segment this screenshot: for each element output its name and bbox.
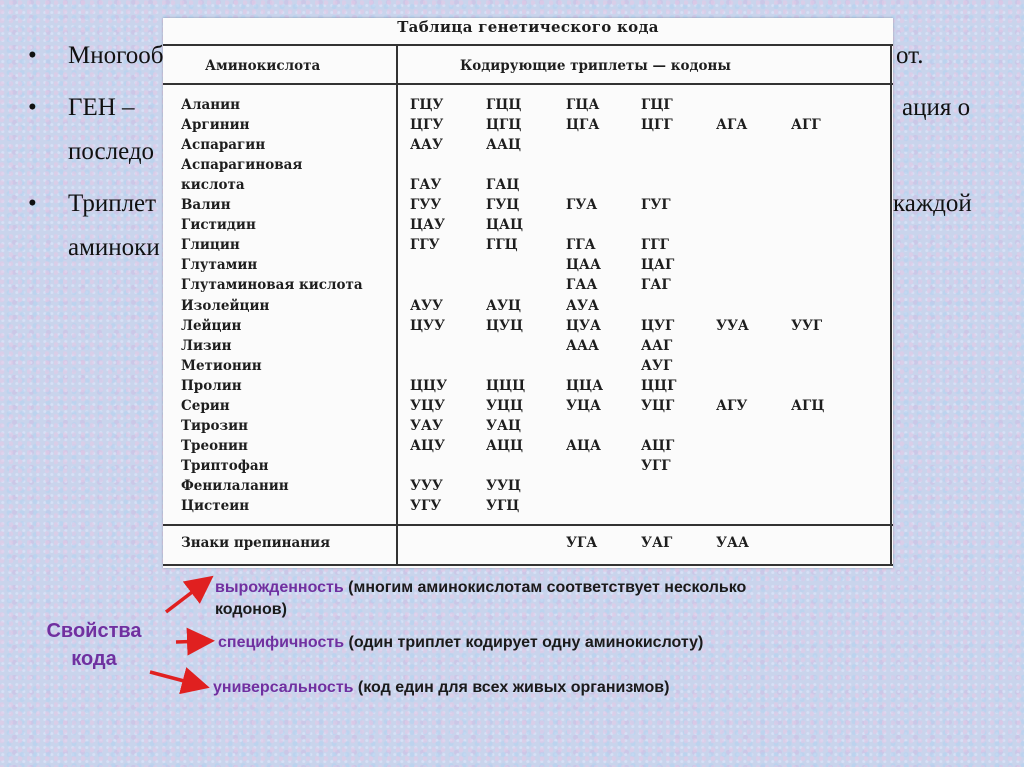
amino-acid-name: Глутамин: [181, 257, 258, 274]
codon: АГУ: [716, 397, 748, 414]
codon: ААЦ: [486, 137, 522, 154]
codon: УЦГ: [641, 397, 675, 414]
amino-acid-name: Валин: [181, 197, 231, 214]
amino-acid-name: Глицин: [181, 237, 240, 254]
codon: АГЦ: [791, 397, 825, 414]
codon: ЦГЦ: [486, 117, 522, 134]
amino-acid-name: Глутаминовая кислота: [181, 277, 363, 294]
codon: АЦУ: [410, 437, 445, 454]
genetic-code-table: [163, 18, 893, 568]
amino-acid-name: Лейцин: [181, 317, 242, 334]
codon: ААУ: [410, 137, 443, 154]
codon: УУА: [716, 317, 749, 334]
codon: АУА: [566, 297, 599, 314]
codon: ЦГА: [566, 117, 600, 134]
table-row: [163, 97, 893, 117]
codon: АУЦ: [486, 297, 521, 314]
table-row: [163, 458, 893, 478]
table-header-rule: [163, 83, 893, 85]
table-row: [163, 197, 893, 217]
codon: ГГГ: [641, 237, 669, 254]
table-row: [163, 257, 893, 277]
property-specificity: [218, 632, 918, 654]
codon: УУУ: [410, 477, 443, 494]
codon: УЦЦ: [486, 397, 524, 414]
table-row: [163, 217, 893, 237]
codon: ГАУ: [410, 177, 442, 194]
table-title: Таблица генетического кода: [397, 18, 659, 36]
amino-acid-name: Серин: [181, 397, 230, 414]
table-row: [163, 237, 893, 257]
codon: ГУГ: [641, 197, 671, 214]
codon: ААГ: [641, 337, 673, 354]
table-row: [163, 137, 893, 157]
codon: УГЦ: [486, 498, 520, 514]
table-row: [163, 398, 893, 418]
property-term: вырожденность: [215, 579, 344, 596]
bullet-2-line2: последо: [68, 138, 155, 165]
table-row: [163, 478, 893, 498]
arrow-icon: [150, 672, 203, 686]
codon: ЦАУ: [410, 217, 445, 234]
amino-acid-name: Триптофан: [181, 457, 269, 474]
header-codons: Кодирующие триплеты — кодоны: [460, 58, 731, 74]
codon: ГГЦ: [486, 237, 518, 254]
codon: ЦУЦ: [486, 317, 524, 334]
table-row: [163, 277, 893, 297]
amino-acid-name: Цистеин: [181, 498, 250, 514]
table-row: [163, 418, 893, 438]
property-degeneracy: [215, 577, 915, 621]
codon: ГАА: [566, 277, 598, 294]
amino-acid-name: Треонин: [181, 437, 248, 454]
codon: ЦУУ: [410, 317, 445, 334]
table-row: [163, 157, 893, 177]
table-row: [163, 298, 893, 318]
amino-acid-name: Фенилаланин: [181, 477, 289, 494]
amino-acid-name: Аланин: [181, 97, 241, 113]
codon: ЦАЦ: [486, 217, 524, 234]
table-top-rule: [163, 44, 893, 46]
table-row: [163, 318, 893, 338]
codon: ГУА: [566, 197, 598, 214]
codon: УЦА: [566, 397, 601, 414]
codon: АУГ: [641, 357, 673, 374]
codon: УУЦ: [486, 477, 521, 494]
codon: АЦА: [566, 437, 602, 454]
bullet-3-line2: аминоки: [68, 234, 160, 261]
amino-acid-name: Пролин: [181, 377, 242, 394]
amino-acid-name: Лизин: [181, 337, 232, 354]
codon: ГЦЦ: [486, 97, 522, 113]
bullet-2-tail: ация о: [902, 94, 971, 121]
property-desc-cont: кодонов): [215, 601, 287, 618]
amino-acid-name: Изолейцин: [181, 297, 270, 314]
props-label-line2: кода: [71, 648, 117, 670]
codon: ЦЦГ: [641, 377, 677, 394]
codon: ГГУ: [410, 237, 440, 254]
amino-acid-name: Аспарагин: [181, 137, 266, 154]
table-row-stop: [163, 535, 893, 555]
codon: ГЦУ: [410, 97, 444, 113]
codon: ЦУА: [566, 317, 601, 334]
amino-acid-name: Аспарагиновая: [181, 157, 303, 174]
codon: УГГ: [641, 457, 671, 474]
bullet-2-text: ГЕН –: [68, 94, 135, 121]
property-universality: [213, 677, 913, 699]
codon: АЦЦ: [486, 437, 524, 454]
amino-acid-name: Метионин: [181, 357, 262, 374]
codon: УГУ: [410, 498, 442, 514]
codon: ЦЦУ: [410, 377, 448, 394]
bullet-1-text: Многооб: [68, 42, 164, 69]
table-row: [163, 358, 893, 378]
amino-acid-name: Аргинин: [181, 117, 250, 134]
amino-acid-name: Тирозин: [181, 417, 249, 434]
bullet-1-tail: от.: [896, 42, 924, 69]
arrow-icon: [166, 580, 208, 612]
table-row: [163, 498, 893, 518]
codon: УЦУ: [410, 397, 445, 414]
amino-acid-name: Гистидин: [181, 217, 256, 234]
codon: ЦГГ: [641, 117, 673, 134]
codon: УАУ: [410, 417, 443, 434]
table-row: [163, 338, 893, 358]
table-row: [163, 117, 893, 137]
stop-codon: УАА: [716, 535, 749, 551]
props-label-line1: Свойства: [46, 620, 142, 642]
property-term: универсальность: [213, 679, 354, 696]
header-amino-acid: Аминокислота: [205, 58, 321, 74]
codon: ГГА: [566, 237, 596, 254]
code-properties-label: [28, 617, 160, 673]
codon: ЦЦЦ: [486, 377, 526, 394]
codon: ГЦГ: [641, 97, 673, 113]
codon: ЦГУ: [410, 117, 444, 134]
bullet-3-text: Триплет: [68, 190, 157, 217]
codon: АГГ: [791, 117, 821, 134]
codon: ГУУ: [410, 197, 442, 214]
table-row: [163, 177, 893, 197]
codon: АГА: [716, 117, 748, 134]
codon: ЦЦА: [566, 377, 604, 394]
table-stop-rule: [163, 524, 893, 526]
table-row: [163, 378, 893, 398]
property-term: специфичность: [218, 634, 345, 651]
codon: ГАГ: [641, 277, 671, 294]
codon: АУУ: [410, 297, 443, 314]
codon: ГАЦ: [486, 177, 520, 194]
bullet-3-tail: каждой: [893, 190, 972, 217]
stop-codon: УАГ: [641, 535, 673, 551]
arrow-icon: [176, 641, 208, 642]
table-row: [163, 438, 893, 458]
property-desc: (один триплет кодирует одну аминокислоту): [344, 634, 704, 651]
table-bottom-rule: [163, 564, 893, 566]
codon: ЦАГ: [641, 257, 675, 274]
codon: ГЦА: [566, 97, 600, 113]
property-desc: (код един для всех живых организмов): [353, 679, 670, 696]
codon: ЦАА: [566, 257, 602, 274]
codon: УАЦ: [486, 417, 521, 434]
property-desc: (многим аминокислотам соответствует несколько: [343, 579, 747, 596]
codon: УУГ: [791, 317, 823, 334]
codon: ААА: [566, 337, 599, 354]
codon: ГУЦ: [486, 197, 520, 214]
amino-acid-name: кислота: [181, 177, 245, 194]
codon: АЦГ: [641, 437, 675, 454]
stop-name: Знаки препинания: [181, 535, 331, 551]
codon: ЦУГ: [641, 317, 675, 334]
stop-codon: УГА: [566, 535, 598, 551]
